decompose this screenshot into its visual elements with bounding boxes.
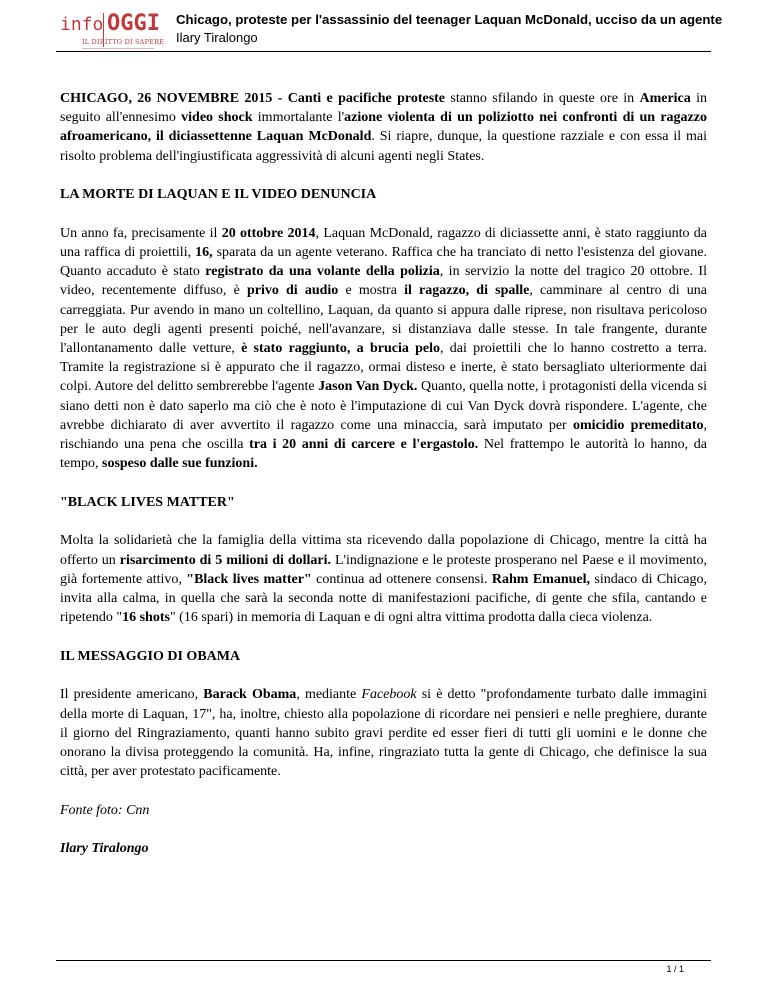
logo-oggi-text: OGGI — [107, 11, 160, 36]
black-lives-matter-paragraph: Molta la solidarietà che la famiglia della vittima sta ricevendo dalla popolazione di Chicago, mentre la città ha offerto un risarcimento di 5 milioni di dollari. L'indignazione e le proteste prosperano nel Paese e il movimento, già fortemente attivo, "Black lives matter" continua ad ottenere consensi. Rahm Emanuel, sindaco di Chicago, invita alla calma, in quella che sarà la seconda notte di manifestazioni pacifiche, di gente che sfila, cantando e ripetendo "16 shots" (16 spari) in memoria di Laquan e di ogni altra vittima prodotta dalla cieca violenza. — [60, 533, 708, 626]
intro-paragraph: CHICAGO, 26 NOVEMBRE 2015 - Canti e pacifiche proteste stanno sfilando in queste ore in America in seguito all'ennesimo video shock immortalante l'azione violenta di un poliziotto nei confronti di un ragazzo afroamericano, il diciassettenne Laquan McDonald. Si riapre, dunque, la questione razziale e con essa il mai risolto problema dell'ingiustificata aggressività di alcuni agenti negli States. — [60, 91, 708, 164]
logo-underline — [82, 48, 154, 49]
article-body — [60, 89, 707, 859]
section-heading-black-lives-matter: "BLACK LIVES MATTER" — [60, 494, 235, 510]
morte-paragraph: Un anno fa, precisamente il 20 ottobre 2014, Laquan McDonald, ragazzo di diciassette anni, è stato raggiunto da una raffica di proiettili, 16, sparata da un agente veterano. Raffica che ha tranciato di netto l'esistenza del giovane. Quanto accaduto è stato registrato da una volante della polizia, in servizio la notte del tragico 20 ottobre. Il video, recentemente diffuso, è privo di audio e mostra il ragazzo, di spalle, camminare al centro di una carreggiata. Pur avendo in mano un coltellino, Laquan, da quanto si appura dalle riprese, non risultava pericoloso per le auto degli agenti presenti poiché, nell'avanzare, si distanziava dalle stesse. In tale frangente, durante l'allontanamento dalle vetture, è stato raggiunto, a brucia pelo, dai proiettili che lo hanno costretto a terra. Tramite la registrazione si è appurato che il ragazzo, ormai disteso e inerte, è stato bersagliato ulteriormente dai colpi. Autore del delitto sembrerebbe l'agente Jason Van Dyck. Quanto, quella notte, i protagonisti della vicenda si siano detti non è dato saperlo ma ciò che è noto è l'imputazione di cui Van Dyck dovrà rispondere. L'agente, che avrebbe dichiarato di aver avvertito il ragazzo come una minaccia, sarà imputato per omicidio premeditato, rischiando una pena che oscilla tra i 20 anni di carcere e l'ergastolo. Nel frattempo le autorità lo hanno, da tempo, sospeso dalle sue funzioni. — [60, 225, 708, 472]
infooggi-logo — [60, 12, 172, 50]
header-title: Chicago, proteste per l'assassinio del teenager Laquan McDonald, ucciso da un agente — [176, 12, 723, 27]
section-heading-morte: LA MORTE DI LAQUAN E IL VIDEO DENUNCIA — [60, 187, 377, 203]
logo-tagline: IL DIRITTO DI SAPERE — [82, 38, 165, 46]
obama-paragraph: Il presidente americano, Barack Obama, mediante Facebook si è detto "profondamente turbato dalle immagini della morte di Laquan, 17", ha, inoltre, chiesto alla popolazione di ricordare nei pensieri e nelle preghiere, durante il giorno del Ringraziamento, quanti hanno subito gravi perdite ed esser fieri di tutti gli uomini e le donne che onorano la divisa proteggendo la comunità. Ha, infine, ringraziato tutta la gente di Chicago, che definisce la sua città, per aver protestato pacificamente. — [60, 687, 708, 780]
header-author: Ilary Tiralongo — [176, 30, 258, 45]
page-header — [0, 0, 768, 56]
photo-source: Fonte foto: Cnn — [60, 802, 150, 818]
header-rule — [56, 51, 711, 52]
footer-rule — [56, 960, 711, 961]
section-heading-obama: IL MESSAGGIO DI OBAMA — [60, 648, 241, 664]
page-number: 1 / 1 — [666, 964, 684, 974]
author-signature: Ilary Tiralongo — [60, 841, 149, 857]
logo-info-text: info — [60, 14, 104, 35]
